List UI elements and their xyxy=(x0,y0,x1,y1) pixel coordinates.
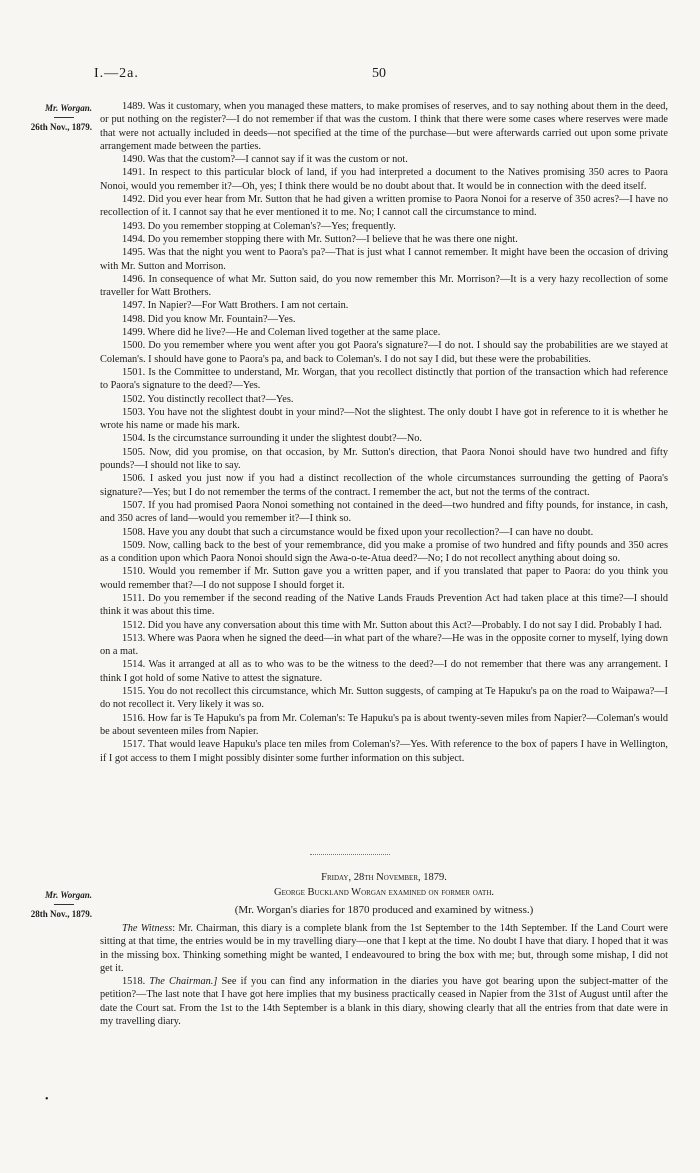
question-paragraph: 1515. You do not recollect this circumstance, which Mr. Sutton suggests, of camping at Te Hapuku's pa on the road to Waipawa?—I do not recollect it. Very likely it was so. xyxy=(100,686,668,711)
chairman-label: The Chairman.] xyxy=(149,976,218,988)
question-paragraph: 1513. Where was Paora when he signed the deed—in what part of the whare?—He was in the opposite corner to myself, lying down on a mat. xyxy=(100,632,668,658)
question-paragraph: 1516. How far is Te Hapuku's pa from Mr. Coleman's: Te Hapuku's pa is about twenty-seven miles from Napier?—Coleman's would be about seventeen miles from Napier. xyxy=(100,712,668,737)
margin-speaker: Mr. Worgan. xyxy=(45,103,92,113)
question-paragraph: 1503. You have not the slightest doubt in your mind?—Not the slightest. The only doubt I have got in reference to it is whether he wrote his name or made his mark. xyxy=(100,406,668,432)
page-number: 50 xyxy=(372,66,386,81)
question-paragraph: 1504. Is the circumstance surrounding it under the slightest doubt?—No. xyxy=(122,433,422,445)
question-paragraph: 1498. Did you know Mr. Fountain?—Yes. xyxy=(122,313,296,325)
testimony-part-2 xyxy=(100,922,668,1028)
margin-rule xyxy=(54,117,74,118)
question-paragraph: 1500. Do you remember where you went after you got Paora's signature?—I do not. I should say the probabilities are we stayed at Coleman's. I should have gone to Paora's pa, and back to Coleman's. I do not say I did, but these were the probabilities. xyxy=(100,340,668,365)
question-paragraph: 1514. Was it arranged at all as to who was to be the witness to the deed?—I do not remember that there was any arrangement. I think I got hold of some Native to attest the signature. xyxy=(100,659,668,684)
question-paragraph: 1496. In consequence of what Mr. Sutton said, do you now remember this Mr. Morrison?—It is a very hazy recollection of some traveller for Watt Brothers. xyxy=(100,273,668,299)
question-paragraph: 1509. Now, calling back to the best of your remembrance, did you make a promise of two hundred and fifty pounds and 350 acres as a condition upon which Paora Nonoi should sign the Awa-o-te-Atua deed?—No; I do not recollect anything about doing so. xyxy=(100,539,668,565)
question-paragraph: 1493. Do you remember stopping at Coleman's?—Yes; frequently. xyxy=(122,220,396,232)
margin-note-2 xyxy=(6,890,92,920)
question-paragraph: 1507. If you had promised Paora Nonoi something not contained in the deed—two hundred and fifty pounds, for instance, in cash, and 350 acres of land—would you remember it?—I think so. xyxy=(100,499,668,525)
witness-text: : Mr. Chairman, this diary is a complete blank from the 1st September to the 14th September. If the Land Court were sitting at that time, the entries would be in my travelling diary—one that I kept at the time. No doubt I have that diary. I hoped that it was in the missing box. Thinking something might be wanted, I endeavoured to bring the box with me; but, through some mishap, I did not get it. xyxy=(100,923,668,974)
question-paragraph: 1499. Where did he live?—He and Coleman lived together at the same place. xyxy=(122,327,441,339)
margin-note-1 xyxy=(6,103,92,133)
witness-statement xyxy=(100,922,668,975)
question-paragraph: 1489. Was it customary, when you managed these matters, to make promises of reserves, and to say nothing about them in the deed, or put nothing on the register?—I do not remember if that was the custom. I think that there were some cases where reserves were made that were not actually included in deeds—not specified at the time of the purchase—but were afterwards carried out upon some private arrangement made between the parties. xyxy=(100,101,668,152)
question-paragraph: 1510. Would you remember if Mr. Sutton gave you a written paper, and if you translated that paper to Paora: do you think you would remember that?—I do not suppose I should forget it. xyxy=(100,566,668,591)
diaries-subheading: (Mr. Worgan's diaries for 1870 produced and examined by witness.) xyxy=(234,904,534,916)
question-paragraph: 1505. Now, did you promise, on that occasion, by Mr. Sutton's direction, that Paora Nonoi should have two hundred and fifty pounds?—I should not like to say. xyxy=(100,446,668,472)
examination-heading: George Buckland Worgan examined on former oath. xyxy=(273,887,494,898)
question-paragraph: 1502. You distinctly recollect that?—Yes. xyxy=(122,393,294,405)
testimony-part-1 xyxy=(100,100,668,765)
question-paragraph: 1490. Was that the custom?—I cannot say if it was the custom or not. xyxy=(122,154,408,166)
question-1518: 1518. The Chairman.] See if you can find any information in the diaries you have got bearing upon the subject-matter of the petition?—The last note that I have got here implies that my business practically ceased in Napier from the 31st of August until after the date the Court sat. From the 1st to the 14th September is a blank in this diary, showing clearly that all the entries from that date were in my travelling diary. xyxy=(100,976,668,1028)
report-code: I.—2a. xyxy=(94,66,139,81)
question-paragraph: 1501. Is the Committee to understand, Mr. Worgan, that you recollect distinctly that portion of the transaction which had reference to Paora's signature to the deed?—Yes. xyxy=(100,366,668,392)
question-paragraph: 1494. Do you remember stopping there with Mr. Sutton?—I believe that he was there one night. xyxy=(122,233,518,245)
question-paragraph: 1517. That would leave Hapuku's place ten miles from Coleman's?—Yes. With reference to the box of papers I have in Wellington, if I got access to them I might possibly disinter some further information on this subject. xyxy=(100,739,668,764)
question-paragraph: 1497. In Napier?—For Watt Brothers. I am not certain. xyxy=(122,300,349,312)
question-paragraph: 1506. I asked you just now if you had a distinct recollection of the whole circumstances surrounding the getting of Paora's signature?—Yes; but I do not remember the terms of the contract. I remember the act, but not the terms of the contract. xyxy=(100,473,668,498)
question-paragraph: 1512. Did you have any conversation about this time with Mr. Sutton about this Act?—Probably. I do not say I did. Probably I had. xyxy=(122,619,662,631)
margin-date: 26th Nov., 1879. xyxy=(30,122,92,132)
question-paragraph: 1511. Do you remember if the second reading of the Native Lands Frauds Prevention Act had taken place at this time?—I should think it was about this time. xyxy=(100,592,668,618)
witness-label: The Witness xyxy=(122,923,173,934)
question-paragraph: 1492. Did you ever hear from Mr. Sutton that he had given a written promise to Paora Nonoi for a reserve of 350 acres?—I have no recollection of it. I cannot say that he ever mentioned it to me. No; I cannot call the circumstance to mind. xyxy=(100,194,668,219)
question-paragraph: 1491. In respect to this particular block of land, if you had interpreted a document to the Natives promising 350 acres to Paora Nonoi, would you remember it?—Oh, yes; I think there would be no doubt about that. It would be in connection with the deed itself. xyxy=(100,167,668,192)
question-paragraph: 1495. Was that the night you went to Paora's pa?—That is just what I cannot remember. It might have been the occasion of driving with Mr. Sutton and Morrison. xyxy=(100,247,668,272)
date-heading: Friday, 28th November, 1879. xyxy=(321,872,447,883)
ink-mark: • xyxy=(45,1094,49,1105)
question-paragraph: 1508. Have you any doubt that such a circumstance would be fixed upon your recollection?—I can have no doubt. xyxy=(122,526,594,538)
section-divider xyxy=(310,854,390,855)
margin-rule xyxy=(54,904,74,905)
margin-speaker: Mr. Worgan. xyxy=(45,890,92,900)
margin-date: 28th Nov., 1879. xyxy=(30,909,92,919)
